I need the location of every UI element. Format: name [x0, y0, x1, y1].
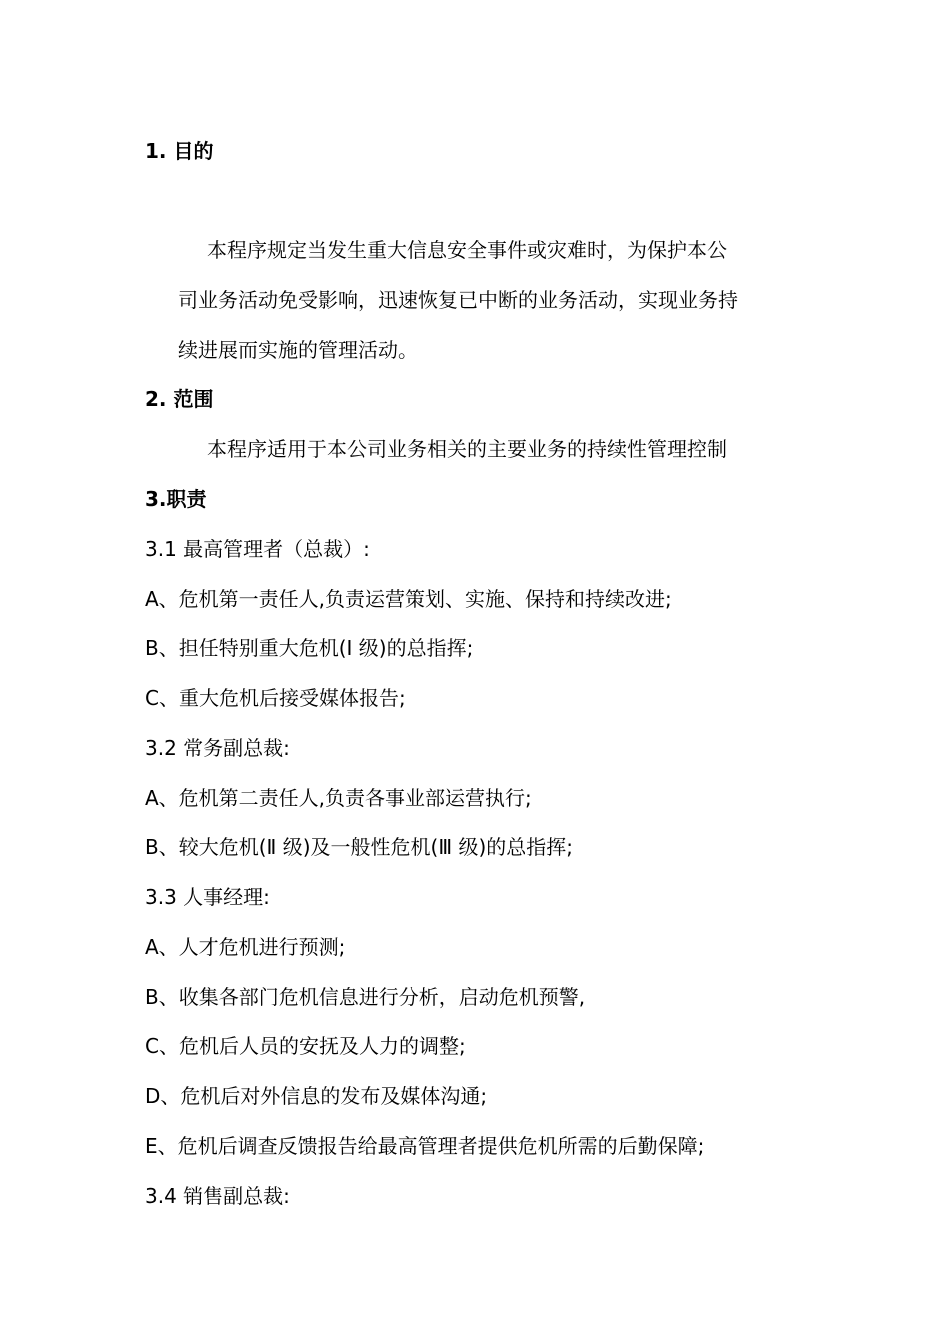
duty-item: D、危机后对外信息的发布及媒体沟通;	[145, 1084, 488, 1108]
purpose-line-3: 续进展而实施的管理活动。	[178, 338, 418, 362]
duty-item: 3.4 销售副总裁:	[145, 1184, 290, 1208]
purpose-line-2: 司业务活动免受影响，迅速恢复已中断的业务活动，实现业务持	[178, 288, 738, 312]
section-heading-scope: 2. 范围	[145, 387, 214, 411]
duty-item: B、收集各部门危机信息进行分析，启动危机预警,	[145, 985, 586, 1009]
duty-item: 3.3 人事经理:	[145, 885, 270, 909]
duty-item: 3.2 常务副总裁:	[145, 736, 290, 760]
duty-item: A、人才危机进行预测;	[145, 935, 346, 959]
section-heading-duties: 3.职责	[145, 487, 207, 511]
duty-item: C、重大危机后接受媒体报告;	[145, 686, 406, 710]
purpose-line-1: 本程序规定当发生重大信息安全事件或灾难时，为保护本公	[207, 238, 727, 262]
duty-item: 3.1 最高管理者（总裁）:	[145, 537, 370, 561]
duty-item: A、危机第一责任人,负责运营策划、实施、保持和持续改进;	[145, 587, 672, 611]
duty-item: C、危机后人员的安抚及人力的调整;	[145, 1034, 466, 1058]
section-heading-purpose: 1. 目的	[145, 139, 214, 163]
duty-item: A、危机第二责任人,负责各事业部运营执行;	[145, 786, 532, 810]
duty-item: E、危机后调查反馈报告给最高管理者提供危机所需的后勤保障;	[145, 1134, 705, 1158]
duty-item: B、较大危机(Ⅱ 级)及一般性危机(Ⅲ 级)的总指挥;	[145, 835, 574, 859]
duty-item: B、担任特别重大危机(Ⅰ 级)的总指挥;	[145, 636, 474, 660]
scope-text: 本程序适用于本公司业务相关的主要业务的持续性管理控制	[207, 437, 727, 461]
